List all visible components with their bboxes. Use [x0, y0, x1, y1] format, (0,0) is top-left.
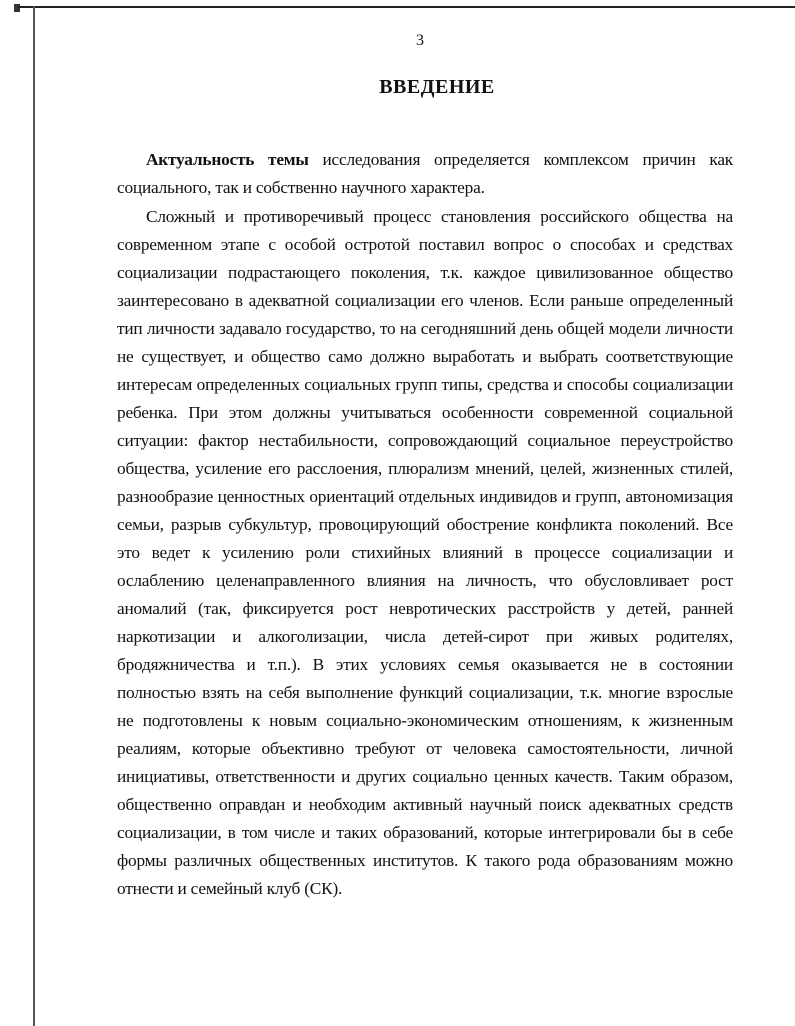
- paragraph-1: [117, 146, 733, 202]
- scan-edge-left: [33, 6, 35, 1026]
- paragraph-1-text: исследования определяется комплексом причин как социального, так и собственно научного характера.: [117, 150, 733, 197]
- paragraph-relevance: [117, 146, 733, 202]
- paragraph-2: Сложный и противоречивый процесс становления российского общества на современном этапе с особой остротой поставил вопрос о способах и средствах социализации подрастающего поколения, т.к. каждое цивилизованное общество заинтересовано в адекватной социализации его членов. Если раньше определенный тип личности задавало государство, то на сегодняшний день общей модели личности не существует, и общество само должно выработать и выбрать соответствующие интересам определенных социальных групп типы, средства и способы социализации ребенка. При этом должны учитываться особенности современной социальной ситуации: фактор нестабильности, сопровождающий социальное переустройство общества, усиление его расслоения, плюрализм мнений, целей, жизненных стилей, разнообразие ценностных ориентаций отдельных индивидов и групп, автономизация семьи, разрыв субкультур, провоцирующий обострение конфликта поколений. Все это ведет к усилению роли стихийных влияний в процессе социализации и ослаблению целенаправленного влияния на личность, что обусловливает рост аномалий (так, фиксируется рост невротических расстройств у детей, ранней наркотизации и алкоголизации, числа детей-сирот при живых родителях, бродяжничества и т.п.). В этих условиях семья оказывается не в состоянии полностью взять на себя выполнение функций социализации, т.к. многие взрослые не подготовлены к новым социально-экономическим отношениям, к жизненным реалиям, которые объективно требуют от человека самостоятельности, личной инициативы, ответственности и других социально ценных качеств. Таким образом, общественно оправдан и необходим активный научный поиск адекватных средств социализации, в том числе и таких образований, которые интегрировали бы в себе формы различных общественных институтов. К такого рода образованиям можно отнести и семейный клуб (СК).: [117, 207, 733, 898]
- page-title: ВВЕДЕНИЕ: [379, 76, 495, 98]
- page-number: 3: [416, 32, 424, 49]
- scan-edge-top: [18, 6, 795, 8]
- paragraph-main: [117, 203, 733, 903]
- relevance-lead: Актуальность темы: [146, 150, 309, 169]
